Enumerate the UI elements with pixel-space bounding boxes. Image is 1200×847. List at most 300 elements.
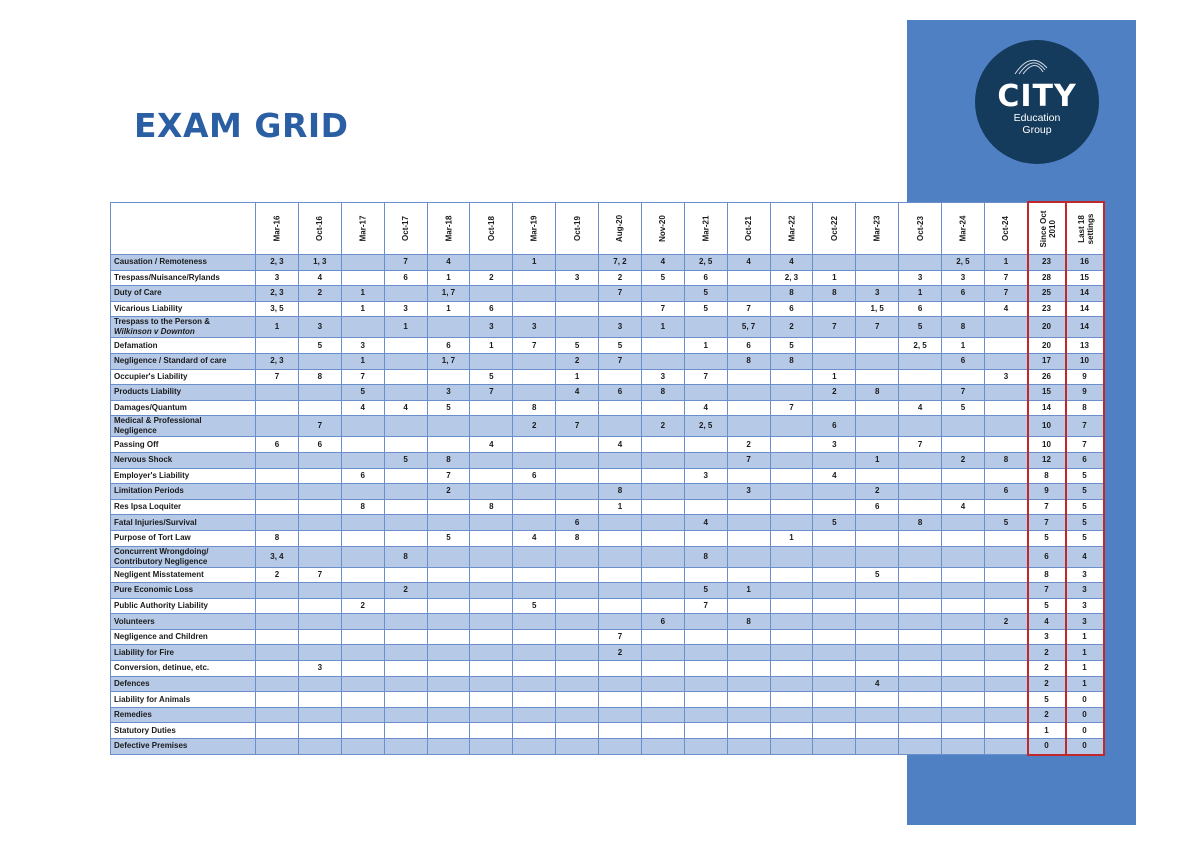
topic-cell — [111, 723, 256, 739]
question-cell — [513, 369, 556, 385]
question-cell — [813, 567, 856, 583]
last-settings-count-cell: 0 — [1066, 739, 1104, 755]
question-cell — [727, 416, 770, 437]
question-cell — [341, 530, 384, 546]
question-cell — [470, 484, 513, 500]
question-cell — [556, 255, 599, 271]
topic-cell — [111, 369, 256, 385]
question-cell: 1 — [684, 338, 727, 354]
question-cell: 2 — [984, 614, 1027, 630]
question-cell: 5 — [384, 452, 427, 468]
question-cell — [641, 286, 684, 302]
question-cell: 4 — [727, 255, 770, 271]
question-cell — [298, 400, 341, 416]
question-cell — [899, 353, 942, 369]
question-cell — [684, 723, 727, 739]
question-cell: 7 — [727, 301, 770, 317]
question-cell — [599, 567, 642, 583]
question-cell: 2 — [513, 416, 556, 437]
last-settings-count-cell: 6 — [1066, 452, 1104, 468]
question-cell — [727, 499, 770, 515]
last-settings-count-cell: 16 — [1066, 255, 1104, 271]
topic-label: Medical & Professional — [114, 416, 202, 426]
column-header — [298, 203, 341, 255]
question-cell: 7 — [856, 317, 899, 338]
question-cell — [556, 583, 599, 599]
question-cell: 4 — [470, 437, 513, 453]
topic-label: Res Ipsa Loquiter — [114, 502, 182, 512]
question-cell: 6 — [513, 468, 556, 484]
question-cell: 8 — [727, 353, 770, 369]
question-cell — [641, 468, 684, 484]
question-cell: 6 — [298, 437, 341, 453]
topic-label: Defamation — [114, 340, 158, 350]
question-cell — [984, 707, 1027, 723]
question-cell — [556, 452, 599, 468]
table-row — [111, 629, 1104, 645]
question-cell — [770, 385, 813, 401]
question-cell — [384, 629, 427, 645]
topic-label: Causation / Remoteness — [114, 257, 207, 267]
question-cell — [384, 692, 427, 708]
question-cell: 3 — [298, 317, 341, 338]
question-cell: 2 — [942, 452, 985, 468]
question-cell: 3 — [813, 437, 856, 453]
question-cell — [899, 661, 942, 677]
column-header-label: Nov-20 — [658, 215, 668, 242]
question-cell — [256, 614, 299, 630]
topic-label: Passing Off — [114, 439, 159, 449]
question-cell — [813, 614, 856, 630]
question-cell — [856, 645, 899, 661]
question-cell — [556, 739, 599, 755]
question-cell — [899, 255, 942, 271]
topic-cell — [111, 676, 256, 692]
question-cell — [727, 468, 770, 484]
question-cell — [341, 484, 384, 500]
question-cell — [470, 416, 513, 437]
question-cell — [470, 692, 513, 708]
question-cell — [770, 369, 813, 385]
question-cell: 7 — [899, 437, 942, 453]
question-cell: 4 — [384, 400, 427, 416]
question-cell: 3 — [856, 286, 899, 302]
question-cell: 1 — [256, 317, 299, 338]
question-cell: 6 — [684, 270, 727, 286]
last-settings-count-cell: 3 — [1066, 598, 1104, 614]
question-cell — [384, 567, 427, 583]
topic-label-line-2: Wilkinson v Downton — [114, 327, 195, 337]
question-cell — [641, 353, 684, 369]
question-cell — [298, 583, 341, 599]
question-cell — [470, 676, 513, 692]
question-cell — [727, 400, 770, 416]
question-cell — [256, 676, 299, 692]
question-cell — [341, 707, 384, 723]
question-cell — [599, 614, 642, 630]
question-cell: 7 — [684, 369, 727, 385]
question-cell: 5 — [341, 385, 384, 401]
question-cell — [684, 317, 727, 338]
question-cell — [599, 515, 642, 531]
table-row — [111, 499, 1104, 515]
question-cell — [984, 645, 1027, 661]
question-cell: 3 — [256, 270, 299, 286]
question-cell: 5 — [684, 583, 727, 599]
since-count-cell: 8 — [1028, 567, 1066, 583]
topic-label: Volunteers — [114, 616, 155, 626]
question-cell — [556, 723, 599, 739]
question-cell — [298, 385, 341, 401]
question-cell — [384, 468, 427, 484]
question-cell — [984, 598, 1027, 614]
last-settings-header — [1066, 203, 1104, 255]
question-cell: 3 — [513, 317, 556, 338]
question-cell: 6 — [856, 499, 899, 515]
question-cell — [513, 645, 556, 661]
since-count-cell: 6 — [1028, 546, 1066, 567]
since-count-cell: 1 — [1028, 723, 1066, 739]
question-cell: 2, 3 — [256, 353, 299, 369]
topic-cell — [111, 452, 256, 468]
question-cell: 6 — [942, 286, 985, 302]
question-cell — [384, 614, 427, 630]
question-cell — [384, 723, 427, 739]
question-cell — [641, 452, 684, 468]
topic-cell — [111, 546, 256, 567]
question-cell: 4 — [684, 400, 727, 416]
table-row — [111, 676, 1104, 692]
question-cell — [384, 598, 427, 614]
summary-header-label: Last 18 settings — [1077, 213, 1095, 244]
table-row — [111, 484, 1104, 500]
question-cell: 8 — [856, 385, 899, 401]
question-cell — [770, 707, 813, 723]
question-cell — [813, 645, 856, 661]
question-cell: 8 — [813, 286, 856, 302]
question-cell — [599, 583, 642, 599]
question-cell: 2 — [813, 385, 856, 401]
question-cell: 7 — [599, 353, 642, 369]
since-count-cell: 5 — [1028, 530, 1066, 546]
question-cell — [942, 416, 985, 437]
table-row — [111, 416, 1104, 437]
question-cell — [298, 515, 341, 531]
question-cell — [341, 723, 384, 739]
question-cell: 8 — [984, 452, 1027, 468]
question-cell — [556, 661, 599, 677]
question-cell — [556, 567, 599, 583]
question-cell: 5 — [899, 317, 942, 338]
topic-label-line-2: Contributory Negligence — [114, 556, 208, 566]
question-cell — [599, 598, 642, 614]
question-cell — [899, 416, 942, 437]
question-cell — [513, 353, 556, 369]
question-cell: 6 — [341, 468, 384, 484]
question-cell — [556, 645, 599, 661]
question-cell — [599, 739, 642, 755]
question-cell — [427, 739, 470, 755]
topic-cell — [111, 629, 256, 645]
question-cell — [513, 614, 556, 630]
question-cell — [513, 739, 556, 755]
question-cell — [341, 515, 384, 531]
question-cell: 8 — [427, 452, 470, 468]
topic-cell — [111, 707, 256, 723]
last-settings-count-cell: 5 — [1066, 499, 1104, 515]
topic-label: Pure Economic Loss — [114, 585, 194, 595]
logo-line-1: Education — [1013, 112, 1061, 124]
question-cell — [341, 317, 384, 338]
question-cell — [256, 515, 299, 531]
page-title: EXAM GRID — [134, 106, 349, 145]
question-cell — [427, 583, 470, 599]
column-header — [470, 203, 513, 255]
question-cell — [727, 546, 770, 567]
question-cell — [384, 416, 427, 437]
question-cell — [856, 598, 899, 614]
question-cell — [770, 583, 813, 599]
topic-label: Nervous Shock — [114, 455, 173, 465]
question-cell — [470, 629, 513, 645]
question-cell — [256, 400, 299, 416]
question-cell — [513, 723, 556, 739]
question-cell — [384, 385, 427, 401]
question-cell — [384, 676, 427, 692]
question-cell: 4 — [770, 255, 813, 271]
logo-brand: CITY — [997, 79, 1077, 114]
question-cell — [641, 338, 684, 354]
question-cell: 1 — [770, 530, 813, 546]
topic-cell — [111, 270, 256, 286]
question-cell — [813, 598, 856, 614]
question-cell — [856, 270, 899, 286]
table-row — [111, 400, 1104, 416]
topic-cell — [111, 530, 256, 546]
topic-label: Liability for Fire — [114, 647, 175, 657]
question-cell — [813, 723, 856, 739]
question-cell — [813, 707, 856, 723]
since-count-cell: 25 — [1028, 286, 1066, 302]
last-settings-count-cell: 5 — [1066, 484, 1104, 500]
question-cell — [770, 499, 813, 515]
question-cell: 2 — [599, 645, 642, 661]
question-cell — [341, 583, 384, 599]
question-cell: 1 — [727, 583, 770, 599]
question-cell — [942, 437, 985, 453]
last-settings-count-cell: 0 — [1066, 723, 1104, 739]
question-cell: 2 — [599, 270, 642, 286]
since-count-cell: 12 — [1028, 452, 1066, 468]
question-cell — [341, 255, 384, 271]
question-cell: 2 — [384, 583, 427, 599]
question-cell — [984, 583, 1027, 599]
question-cell — [942, 515, 985, 531]
question-cell — [684, 676, 727, 692]
topic-label: Statutory Duties — [114, 725, 176, 735]
question-cell: 8 — [384, 546, 427, 567]
question-cell — [556, 546, 599, 567]
column-header — [684, 203, 727, 255]
question-cell — [256, 598, 299, 614]
question-cell: 1 — [384, 317, 427, 338]
question-cell: 2, 3 — [770, 270, 813, 286]
question-cell — [384, 661, 427, 677]
question-cell — [984, 338, 1027, 354]
question-cell — [727, 723, 770, 739]
question-cell: 3 — [899, 270, 942, 286]
since-count-cell: 5 — [1028, 598, 1066, 614]
question-cell — [770, 692, 813, 708]
question-cell — [684, 567, 727, 583]
question-cell: 3 — [384, 301, 427, 317]
question-cell — [599, 452, 642, 468]
question-cell — [427, 645, 470, 661]
question-cell — [899, 723, 942, 739]
column-header-label: Oct-19 — [572, 216, 582, 241]
topic-label: Damages/Quantum — [114, 403, 187, 413]
question-cell — [513, 661, 556, 677]
question-cell: 3 — [556, 270, 599, 286]
question-cell — [899, 614, 942, 630]
question-cell — [384, 286, 427, 302]
topic-cell — [111, 317, 256, 338]
question-cell — [298, 468, 341, 484]
question-cell — [427, 629, 470, 645]
table-row — [111, 645, 1104, 661]
question-cell: 2 — [856, 484, 899, 500]
question-cell: 2, 3 — [256, 255, 299, 271]
question-cell: 2 — [256, 567, 299, 583]
question-cell — [470, 723, 513, 739]
question-cell: 5 — [298, 338, 341, 354]
question-cell — [770, 515, 813, 531]
last-settings-count-cell: 7 — [1066, 416, 1104, 437]
question-cell — [341, 629, 384, 645]
topic-cell — [111, 437, 256, 453]
topic-cell — [111, 692, 256, 708]
question-cell — [942, 661, 985, 677]
question-cell — [298, 353, 341, 369]
topic-label: Limitation Periods — [114, 486, 184, 496]
topic-label: Occupier's Liability — [114, 371, 188, 381]
question-cell — [942, 707, 985, 723]
column-header-label: Oct-21 — [744, 216, 754, 241]
table-row — [111, 546, 1104, 567]
question-cell: 3 — [684, 468, 727, 484]
column-header — [813, 203, 856, 255]
question-cell — [727, 530, 770, 546]
question-cell — [899, 629, 942, 645]
question-cell: 6 — [813, 416, 856, 437]
question-cell — [856, 739, 899, 755]
question-cell — [599, 546, 642, 567]
question-cell — [727, 676, 770, 692]
question-cell — [470, 546, 513, 567]
question-cell — [641, 546, 684, 567]
question-cell — [727, 739, 770, 755]
last-settings-count-cell: 3 — [1066, 614, 1104, 630]
question-cell — [341, 416, 384, 437]
question-cell: 6 — [641, 614, 684, 630]
question-cell — [813, 338, 856, 354]
question-cell — [813, 676, 856, 692]
question-cell — [856, 546, 899, 567]
question-cell: 8 — [770, 286, 813, 302]
question-cell: 5 — [599, 338, 642, 354]
since-count-cell: 2 — [1028, 676, 1066, 692]
question-cell — [641, 692, 684, 708]
question-cell — [256, 629, 299, 645]
question-cell — [942, 598, 985, 614]
column-header-label: Mar-18 — [443, 215, 453, 242]
since-count-cell: 23 — [1028, 255, 1066, 271]
question-cell — [727, 629, 770, 645]
question-cell — [856, 707, 899, 723]
question-cell — [427, 317, 470, 338]
question-cell: 5 — [856, 567, 899, 583]
question-cell — [641, 676, 684, 692]
question-cell — [427, 437, 470, 453]
question-cell: 7 — [341, 369, 384, 385]
question-cell: 7 — [470, 385, 513, 401]
question-cell — [641, 515, 684, 531]
logo-line-2: Group — [1022, 124, 1052, 136]
question-cell — [513, 484, 556, 500]
table-row — [111, 301, 1104, 317]
question-cell — [942, 645, 985, 661]
question-cell: 4 — [556, 385, 599, 401]
question-cell: 5 — [942, 400, 985, 416]
question-cell — [942, 723, 985, 739]
question-cell — [298, 530, 341, 546]
question-cell — [470, 468, 513, 484]
question-cell — [899, 468, 942, 484]
question-cell — [984, 385, 1027, 401]
exam-grid-table — [110, 202, 1104, 755]
question-cell: 7 — [942, 385, 985, 401]
topic-cell — [111, 739, 256, 755]
question-cell — [599, 692, 642, 708]
question-cell — [298, 739, 341, 755]
question-cell — [641, 645, 684, 661]
question-cell — [513, 567, 556, 583]
question-cell — [942, 484, 985, 500]
question-cell: 3 — [727, 484, 770, 500]
since-count-cell: 8 — [1028, 468, 1066, 484]
question-cell — [641, 484, 684, 500]
question-cell: 5 — [427, 400, 470, 416]
question-cell — [856, 515, 899, 531]
question-cell: 6 — [256, 437, 299, 453]
question-cell — [513, 692, 556, 708]
question-cell — [641, 739, 684, 755]
question-cell — [856, 255, 899, 271]
question-cell — [256, 468, 299, 484]
question-cell — [384, 338, 427, 354]
since-count-cell: 3 — [1028, 629, 1066, 645]
last-settings-count-cell: 3 — [1066, 583, 1104, 599]
question-cell — [470, 255, 513, 271]
topic-cell — [111, 416, 256, 437]
last-settings-count-cell: 3 — [1066, 567, 1104, 583]
last-settings-count-cell: 8 — [1066, 400, 1104, 416]
table-row — [111, 317, 1104, 338]
question-cell: 5 — [813, 515, 856, 531]
topic-label: Trespass to the Person & — [114, 317, 211, 327]
question-cell: 6 — [384, 270, 427, 286]
question-cell — [341, 546, 384, 567]
